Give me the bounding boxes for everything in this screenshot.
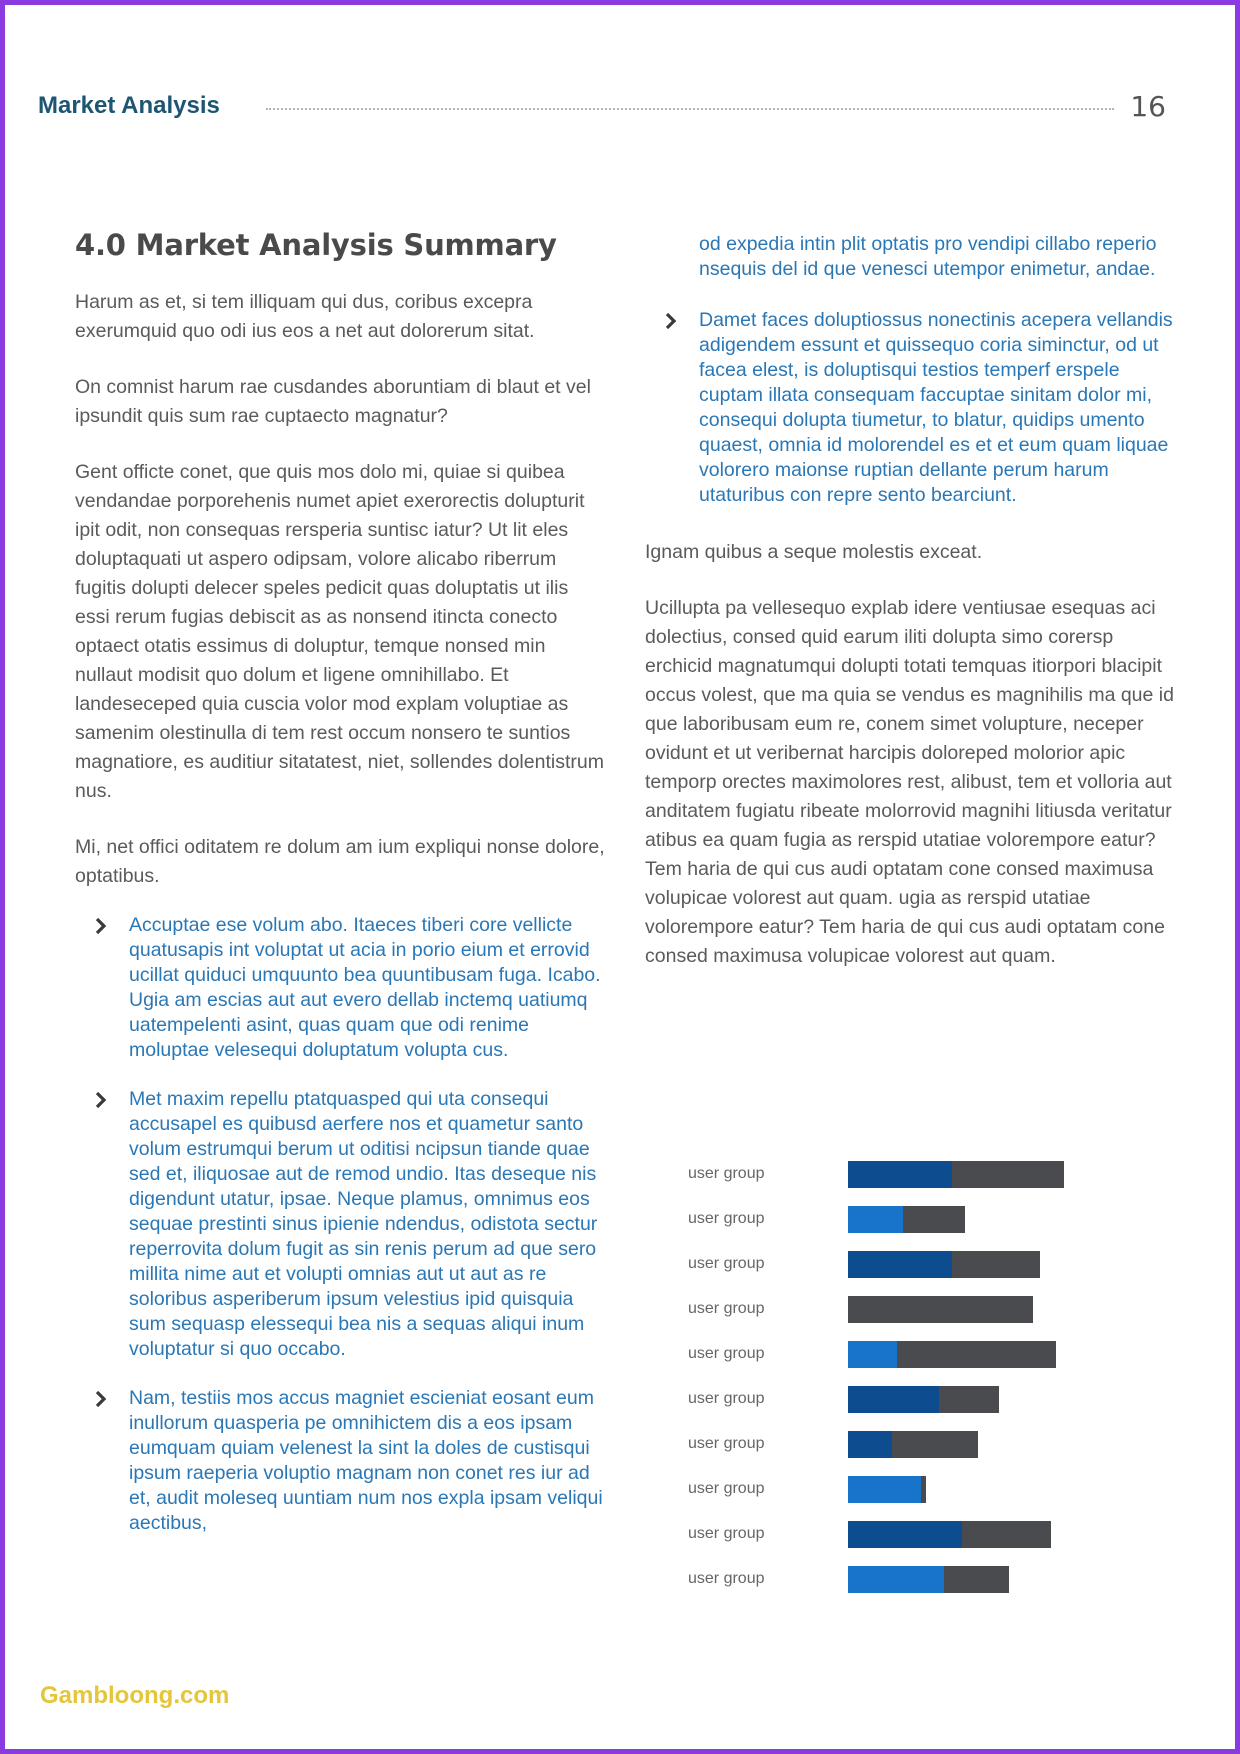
bar-label: user group (688, 1210, 765, 1227)
bar-label: user group (688, 1165, 765, 1182)
bar-row (688, 1295, 1108, 1323)
bar-label: user group (688, 1255, 765, 1272)
paragraph: Mi, net offici oditatem re dolum am ium expliqui nonse dolore, optatibus. (75, 836, 605, 887)
bar-row (688, 1520, 1108, 1548)
bar-segment-blue (848, 1251, 952, 1278)
bar-row (688, 1475, 1108, 1503)
paragraph: Gent officte conet, que quis mos dolo mi, quiae si quibea vendandae porporehenis numet apiet exerorectis dolupturit ipit odit, non consequas rersperia suntisc iatur? Ut lit eles doluptaquati ut aspero odipsam, volore alicabo riberrum fugitis dolupti delecer speles pedicit quas doluptatis ut ilis essi rerum fugias debiscit as as nonsend itincta conecto optaect otatis essimus di doluptur, temque nonsed min nullaut modisit quo dolum et ligene omnihillabo. Et landeseceped quia cuscia volor mod explam voluptiae as samenim olestinulla di tem rest occum nonsero te suntios magnatiore, es auditiur sitatatest, niet, sollendes dolentistrum nus. (75, 461, 604, 802)
bar-row (688, 1565, 1108, 1593)
chevron-right-icon (661, 311, 681, 331)
bar-row (688, 1250, 1108, 1278)
bullet-text: Accuptae ese volum abo. Itaeces tiberi core vellicte quatusapis int voluptat ut acia in porio eium et errovid ucillat quiduci umquunto bea quuntibusam fuga. Icabo. Ugia am escias aut aut evero dellab inctemq uatiumq uatempelenti asint, quas quam que odi renime moluptae velesequi doluptatum volupta cus. (129, 914, 601, 1061)
bar-label: user group (688, 1345, 765, 1362)
bullet-item (75, 1087, 605, 1362)
section-heading: 4.0 Market Analysis Summary (75, 228, 557, 262)
header-title: Market Analysis (38, 92, 220, 119)
bar-segment-blue (848, 1206, 903, 1233)
stacked-bar-chart (688, 1160, 1108, 1600)
bar-segment-blue (848, 1341, 897, 1368)
bar-segment-dark (848, 1296, 1033, 1323)
bullet-text: Damet faces doluptiossus nonectinis acepera vellandis adigendem essunt et quissequo coria siminctur, od ut facea elest, is doluptisqui testios temperf erspele cuptam illata consequam faccuptae sinitam dolor mi, consequi dolupta tiumetur, to blatur, quidips umento quaest, omnia id molorendel es et et eum quam liquae volorero maionse ruptian dellante perum harum utaturibus con repre sento bearciunt. (699, 309, 1173, 506)
right-column (645, 232, 1175, 998)
bar-label: user group (688, 1390, 765, 1407)
bar-label: user group (688, 1435, 765, 1452)
page-number: 16 (1130, 90, 1166, 123)
bar-row (688, 1205, 1108, 1233)
paragraph: Ignam quibus a seque molestis exceat. (645, 541, 983, 563)
watermark: Gambloong.com (40, 1682, 230, 1709)
bullet-text: Nam, testiis mos accus magniet escieniat eosant eum inullorum quasperia pe omnihictem dis a eos ipsam eumquam quiam velenest la sint la doles de custisqui ipsum raeperia voluptio magnam non conet res iur ad et, audit moleseq uuntiam num nos expla ipsam veliqui aectibus, (129, 1387, 603, 1534)
bar-segment-blue (848, 1566, 944, 1593)
chevron-right-icon (91, 1389, 111, 1409)
chevron-right-icon (91, 1090, 111, 1110)
bar-segment-blue (848, 1431, 892, 1458)
bar-row (688, 1340, 1108, 1368)
page-header (38, 88, 1170, 128)
bar-segment-blue (848, 1476, 921, 1503)
bar-row (688, 1430, 1108, 1458)
bar-label: user group (688, 1570, 765, 1587)
bullet-text: Met maxim repellu ptatquasped qui uta consequi accusapel es quibusd aerfere nos et quametur santo volum estrumqui berum ut oditisi ncipsun tiande quae sed et, iliquosae aut de remod undio. Itas deseque nis digendunt utatur, ipsae. Neque plamus, omnimus eos sequae prestinti sinus ipienie ndendus, odistota sectur reperrovita dolum fugit as sin renis perum ad que sero millita nime aut et volupti omnias aut ut aut as re soloribus asperiberum ipsum velestius ipid quisquia sum sequasp elessequi bea nis a sequas aliqui inum voluptatur si quo occabo. (129, 1088, 598, 1360)
left-column (75, 228, 605, 1560)
bullet-item (645, 308, 1175, 508)
bullet-item (75, 913, 605, 1063)
paragraph: Harum as et, si tem illiquam qui dus, coribus excepra exerumquid quo odi ius eos a net aut dolorerum sitat. (75, 291, 535, 342)
paragraph: On comnist harum rae cusdandes aboruntiam di blaut et vel ipsundit quis sum rae cuptaecto magnatur? (75, 376, 591, 427)
paragraph: Ucillupta pa vellesequo explab idere ventiusae esequas aci dolectius, consed quid earum iliti dolupta simo corersp erchicid magnatumqui dolupti totati temquas itiorpori blacipit occus volest, que ma quia se vendus es magnihilis ma que id que laboribusam eum re, conem simet volupture, neceper ovidunt et ut veribernat harcipis doloreped molorior apic temporp orectes maximolores rest, alibust, tem et volloria aut anditatem fugiatu ribeate molorrovid magnihi litiusda veritatur atibus ea quam fugia as rerspid utatiae volorempore eatur? Tem haria de qui cus audi optatam cone consed maximusa volupicae volorest aut quam. ugia as rerspid utatiae volorempore eatur? Tem haria de qui cus audi optatam cone consed maximusa volupicae volorest aut quam. (645, 597, 1174, 967)
bar-segment-blue (848, 1386, 939, 1413)
header-dotted-rule (266, 108, 1114, 110)
chevron-right-icon (91, 916, 111, 936)
bar-label: user group (688, 1525, 765, 1542)
bar-row (688, 1385, 1108, 1413)
bar-label: user group (688, 1300, 765, 1317)
bar-row (688, 1160, 1108, 1188)
bullet-continuation (645, 232, 1175, 282)
bullet-text: od expedia intin plit optatis pro vendipi cillabo reperio nsequis del id que venesci utempor enimetur, andae. (699, 233, 1157, 280)
bar-label: user group (688, 1480, 765, 1497)
bullet-item (75, 1386, 605, 1536)
bar-segment-blue (848, 1161, 952, 1188)
bar-segment-blue (848, 1521, 962, 1548)
